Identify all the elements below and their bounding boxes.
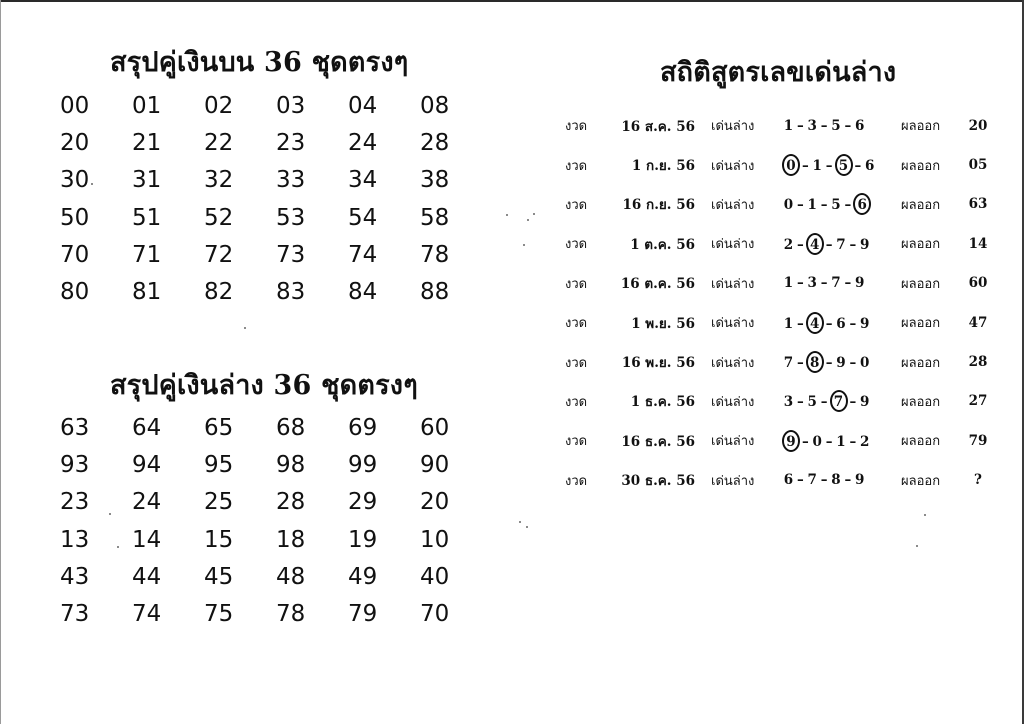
pair-number: 74 (348, 241, 378, 268)
pair-number: 52 (204, 204, 234, 231)
digit: 2 (860, 433, 870, 450)
pair-number: 48 (276, 563, 306, 590)
pair-number: 50 (60, 204, 90, 231)
pair-number: 73 (60, 600, 90, 627)
pair-number: 02 (204, 93, 234, 119)
digit-sequence (783, 342, 901, 381)
circled-digit: 8 (806, 351, 824, 373)
result-value: 14 (968, 235, 988, 252)
pair-number: 40 (420, 563, 450, 590)
result-value: 60 (968, 275, 988, 292)
pair-number: 83 (276, 278, 306, 305)
result-value: 27 (968, 393, 988, 410)
pair-number: 18 (276, 526, 306, 553)
pair-number: 43 (60, 563, 90, 590)
draw-date: 1 ธ.ค. 56 (630, 394, 695, 411)
pair-number: 70 (60, 241, 90, 268)
pair-number: 01 (132, 93, 162, 119)
draw-label: งวด (565, 237, 588, 253)
pair-number: 19 (348, 526, 378, 553)
digit-sequence (783, 145, 901, 184)
digits-label: เด่นล่าง (711, 434, 755, 450)
pair-number: 22 (204, 130, 234, 157)
digit: 0 (860, 355, 870, 372)
result-label: ผลออก (901, 316, 941, 332)
pair-number: 10 (420, 526, 450, 553)
pair-number: 70 (420, 600, 450, 627)
draw-date: 1 ต.ค. 56 (630, 236, 695, 253)
draw-label: งวด (565, 394, 588, 410)
result-label: ผลออก (901, 197, 941, 213)
stats-row (565, 106, 993, 145)
result-value: 63 (968, 196, 988, 213)
pair-number: 80 (60, 278, 90, 305)
draw-date: 1 ก.ย. 56 (631, 158, 695, 175)
dash-separator: – (820, 117, 828, 134)
pair-number: 54 (348, 204, 378, 231)
pair-number: 84 (348, 278, 378, 305)
circled-digit: 7 (830, 390, 848, 412)
digits-label: เด่นล่าง (711, 355, 755, 371)
dash-separator: – (844, 472, 852, 489)
digit: 7 (807, 472, 817, 489)
digits-label: เด่นล่าง (711, 276, 755, 292)
pair-number: 68 (276, 415, 306, 441)
digit: 8 (831, 472, 841, 489)
draw-label: งวด (565, 316, 588, 332)
bottom-pairs-grid (60, 410, 490, 633)
pair-number: 45 (204, 563, 234, 590)
digit: 1 (812, 158, 822, 175)
draw-date: 16 ก.ย. 56 (622, 197, 695, 214)
scan-speck (527, 219, 529, 221)
pair-number: 82 (204, 278, 234, 305)
dash-separator: – (797, 355, 804, 372)
digit: 9 (860, 236, 870, 253)
digit: 1 (836, 433, 846, 450)
digit-sequence (783, 185, 901, 224)
draw-label: งวด (565, 355, 588, 371)
dash-separator: – (825, 355, 833, 372)
circled-digit: 4 (806, 312, 824, 334)
circled-digit: 0 (782, 154, 800, 176)
stats-row (565, 185, 993, 224)
pair-number: 73 (276, 241, 306, 268)
dash-separator: – (797, 394, 804, 411)
digit: 2 (783, 236, 794, 253)
pair-number: 95 (204, 452, 234, 479)
digit-sequence (783, 421, 901, 460)
scan-speck (533, 213, 535, 215)
stats-row (565, 461, 993, 500)
digit-sequence (783, 264, 901, 303)
dash-separator: – (820, 275, 828, 292)
digit: 3 (807, 117, 817, 134)
pair-number: 33 (276, 167, 306, 194)
scan-edge-top (0, 0, 1024, 2)
scan-speck (91, 183, 93, 185)
pair-number: 78 (420, 241, 450, 268)
digit: 9 (855, 472, 865, 489)
digit: 6 (783, 472, 794, 489)
digit-sequence (783, 106, 901, 145)
scan-speck (924, 514, 926, 516)
dash-separator: – (854, 158, 862, 175)
scan-speck (506, 214, 508, 216)
pair-number: 88 (420, 278, 450, 305)
dash-separator: – (797, 197, 804, 214)
draw-label: งวด (565, 197, 588, 213)
dash-separator: – (820, 197, 828, 214)
pair-number: 28 (276, 489, 306, 516)
scan-speck (109, 513, 111, 515)
pair-number: 74 (132, 600, 162, 627)
pair-number: 21 (132, 130, 162, 157)
pair-number: 49 (348, 563, 378, 590)
pair-number: 63 (60, 415, 90, 441)
result-label: ผลออก (901, 473, 941, 489)
pair-number: 31 (132, 167, 162, 194)
digit: 5 (831, 197, 841, 214)
pair-number: 20 (420, 489, 450, 516)
pair-number: 14 (132, 526, 162, 553)
digit-sequence (783, 303, 901, 342)
digits-label: เด่นล่าง (711, 473, 755, 489)
dash-separator: – (820, 394, 828, 411)
draw-date: 16 ส.ค. 56 (621, 118, 695, 135)
pair-number: 38 (420, 167, 450, 194)
pair-number: 24 (132, 489, 162, 516)
digits-label: เด่นล่าง (711, 316, 755, 332)
dash-separator: – (849, 394, 857, 411)
dash-separator: – (802, 158, 809, 175)
circled-digit: 6 (853, 193, 871, 215)
result-label: ผลออก (901, 237, 941, 253)
stats-row (565, 264, 993, 303)
dash-separator: – (802, 433, 809, 450)
dash-separator: – (844, 117, 852, 134)
result-value: 05 (968, 157, 988, 174)
pair-number: 15 (204, 526, 234, 553)
pair-number: 34 (348, 167, 378, 194)
pair-number: 65 (204, 415, 234, 441)
result-label: ผลออก (901, 119, 941, 135)
stats-row (565, 342, 993, 381)
pair-number: 30 (60, 167, 90, 194)
pair-number: 13 (60, 526, 90, 553)
pair-number: 51 (132, 204, 162, 231)
dash-separator: – (797, 275, 804, 292)
digit: 7 (836, 236, 846, 253)
pair-number: 93 (60, 452, 90, 479)
pair-number: 04 (348, 93, 378, 119)
digits-label: เด่นล่าง (711, 197, 755, 213)
pair-number: 53 (276, 204, 306, 231)
circled-digit: 5 (835, 154, 853, 176)
pair-number: 25 (204, 489, 234, 516)
dash-separator: – (797, 472, 804, 489)
draw-label: งวด (565, 119, 588, 135)
scan-speck (916, 545, 918, 547)
pair-number: 72 (204, 241, 234, 268)
digit: 5 (831, 117, 841, 134)
dash-separator: – (849, 433, 857, 450)
pair-number: 78 (276, 600, 306, 627)
pair-number: 58 (420, 204, 450, 231)
result-label: ผลออก (901, 355, 941, 371)
pair-number: 23 (60, 489, 90, 516)
digit: 9 (860, 315, 870, 332)
digits-label: เด่นล่าง (711, 394, 755, 410)
draw-label: งวด (565, 158, 588, 174)
digit: 6 (836, 315, 846, 332)
pair-number: 28 (420, 130, 450, 157)
digit: 1 (783, 315, 794, 332)
draw-label: งวด (565, 473, 588, 489)
result-label: ผลออก (901, 158, 941, 174)
dash-separator: – (797, 236, 804, 253)
digit: 0 (812, 433, 822, 450)
pair-number: 90 (420, 452, 450, 479)
dash-separator: – (849, 355, 857, 372)
pair-number: 23 (276, 130, 306, 157)
pair-number: 44 (132, 563, 162, 590)
digit: 6 (865, 158, 875, 175)
pair-number: 60 (420, 415, 450, 441)
digits-label: เด่นล่าง (711, 237, 755, 253)
pair-number: 20 (60, 130, 90, 157)
stats-row (565, 382, 993, 421)
digit-sequence (783, 382, 901, 421)
scan-speck (523, 244, 525, 246)
dash-separator: – (797, 117, 804, 134)
pair-number: 94 (132, 452, 162, 479)
draw-label: งวด (565, 434, 588, 450)
scan-speck (519, 521, 521, 523)
pair-number: 00 (60, 93, 90, 119)
digit: 3 (783, 394, 794, 411)
scan-speck (526, 526, 528, 528)
draw-date: 1 พ.ย. 56 (631, 315, 695, 332)
dash-separator: – (825, 158, 833, 175)
digit: 7 (831, 275, 841, 292)
digit-sequence (783, 224, 901, 263)
digit: 9 (836, 355, 846, 372)
bottom-pairs-title: สรุปคู่เงินล่าง 36 ชุดตรงๆ (110, 370, 418, 401)
digit: 0 (783, 197, 794, 214)
pair-number: 98 (276, 452, 306, 479)
stats-row (565, 421, 993, 460)
digit: 1 (807, 197, 817, 214)
digit: 6 (855, 117, 865, 134)
scan-speck (117, 546, 119, 548)
circled-digit: 9 (782, 430, 800, 452)
pair-number: 29 (348, 489, 378, 516)
stats-row (565, 224, 993, 263)
result-value: 20 (968, 117, 988, 134)
dash-separator: – (849, 315, 857, 332)
circled-digit: 4 (806, 233, 824, 255)
result-value: ? (974, 472, 982, 489)
stats-row (565, 303, 993, 342)
digit: 7 (783, 355, 794, 372)
top-pairs-grid (60, 88, 490, 311)
pair-number: 08 (420, 93, 450, 119)
digit: 1 (783, 275, 794, 292)
stats-table (565, 106, 993, 500)
stats-table-body (565, 106, 993, 500)
scan-speck (244, 327, 246, 329)
pair-number: 64 (132, 415, 162, 441)
pair-number: 79 (348, 600, 378, 627)
result-value: 79 (968, 432, 988, 449)
top-pairs-title: สรุปคู่เงินบน 36 ชุดตรงๆ (110, 47, 409, 78)
dash-separator: – (849, 236, 857, 253)
digit: 3 (807, 275, 817, 292)
dash-separator: – (844, 197, 852, 214)
digit: 9 (860, 394, 870, 411)
draw-date: 16 ธ.ค. 56 (621, 433, 695, 450)
digits-label: เด่นล่าง (711, 158, 755, 174)
pair-number: 81 (132, 278, 162, 305)
pair-number: 71 (132, 241, 162, 268)
digits-label: เด่นล่าง (711, 119, 755, 135)
dash-separator: – (825, 236, 833, 253)
pair-number: 32 (204, 167, 234, 194)
draw-label: งวด (565, 276, 588, 292)
digit: 5 (807, 394, 817, 411)
draw-date: 16 ต.ค. 56 (620, 276, 695, 293)
draw-date: 30 ธ.ค. 56 (621, 473, 695, 490)
stats-title: สถิติสูตรเลขเด่นล่าง (660, 57, 897, 88)
pair-number: 69 (348, 415, 378, 441)
pair-number: 99 (348, 452, 378, 479)
dash-separator: – (825, 315, 833, 332)
digit: 1 (783, 117, 794, 134)
draw-date: 16 พ.ย. 56 (621, 355, 695, 372)
result-label: ผลออก (901, 276, 941, 292)
result-value: 47 (968, 314, 988, 331)
pair-number: 24 (348, 130, 378, 157)
stats-row (565, 145, 993, 184)
pair-number: 03 (276, 93, 306, 119)
dash-separator: – (820, 472, 828, 489)
dash-separator: – (844, 275, 852, 292)
digit: 9 (855, 275, 865, 292)
pair-number: 75 (204, 600, 234, 627)
result-label: ผลออก (901, 394, 941, 410)
scan-edge-left (0, 0, 1, 724)
result-value: 28 (968, 354, 988, 371)
dash-separator: – (825, 433, 833, 450)
dash-separator: – (797, 315, 804, 332)
result-label: ผลออก (901, 434, 941, 450)
digit-sequence (783, 461, 901, 500)
